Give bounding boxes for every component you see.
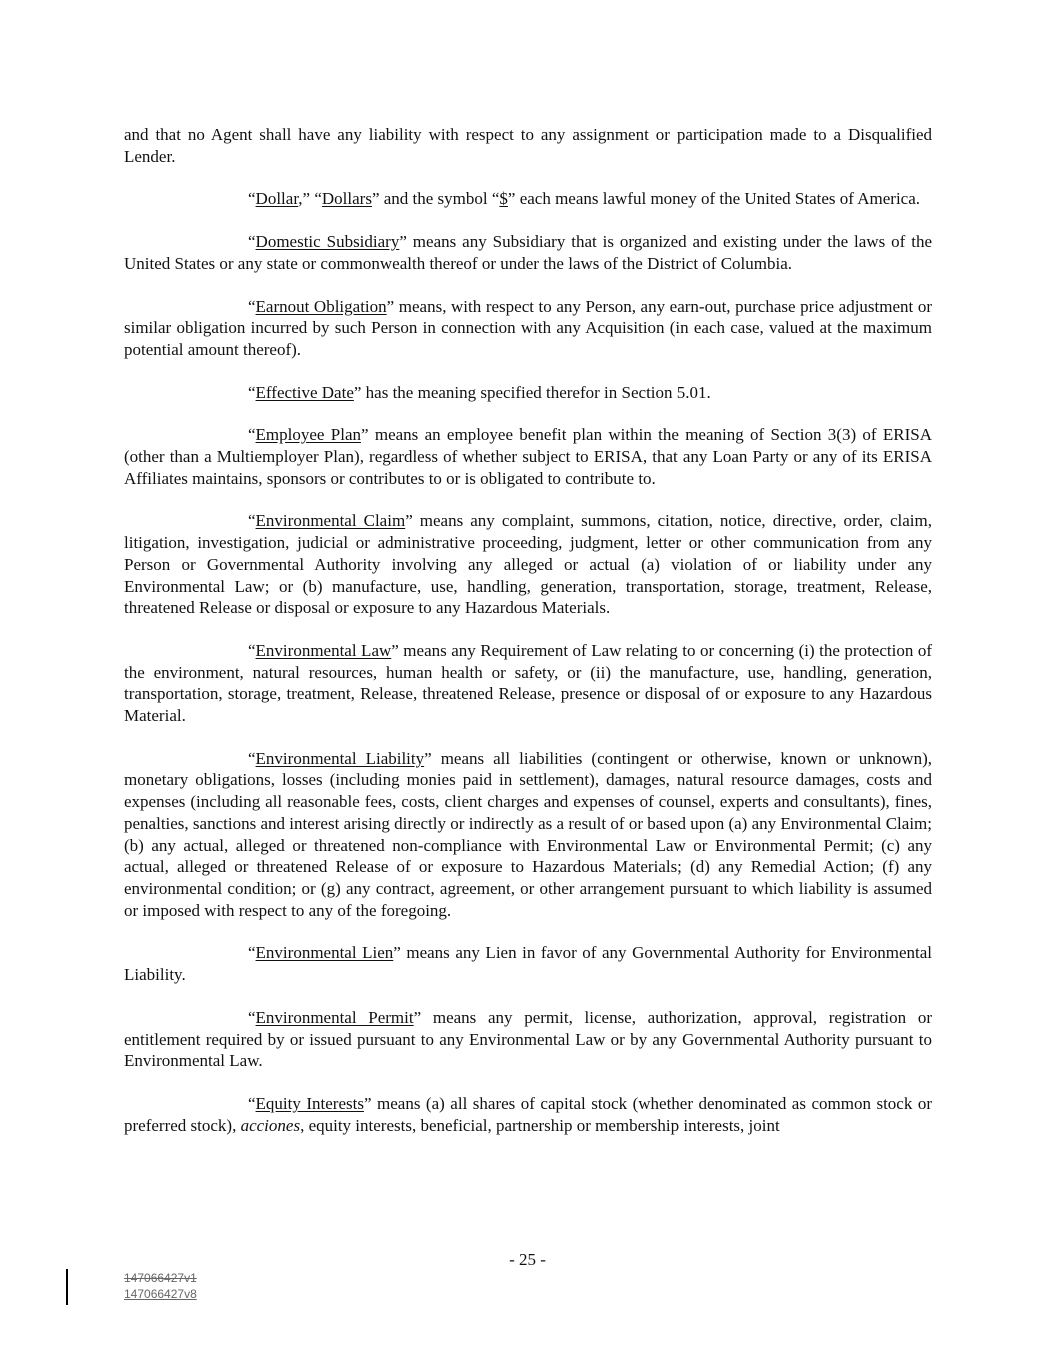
defined-term: Environmental Liability	[255, 748, 425, 768]
defined-term: Environmental Lien	[255, 943, 394, 963]
definition-domestic-subsidiary: “Domestic Subsidiary” means any Subsidiary that is organized and existing under the laws of the United States or any state or commonwealth thereof or under the laws of the District of Columbia.	[124, 232, 932, 273]
defined-term: Dollars	[321, 189, 372, 209]
doc-id-new: 147066427v8	[124, 1287, 197, 1301]
page-number: - 25 -	[509, 1250, 546, 1269]
defined-term: Dollar	[255, 189, 299, 209]
definition-earnout-obligation: “Earnout Obligation” means, with respect to any Person, any earn-out, purchase price adjustment or similar obligation incurred by such Person in connection with any Acquisition (in each case, valued at the maximum potential amount thereof).	[124, 296, 932, 359]
definition-dollar: “Dollar,” “Dollars” and the symbol “$” each means lawful money of the United States of America.	[248, 189, 921, 209]
definition-effective-date: “Effective Date” has the meaning specified therefor in Section 5.01.	[248, 382, 711, 402]
doc-id-old: 147066427v1	[124, 1271, 197, 1285]
defined-term: Environmental Permit	[255, 1007, 414, 1027]
definition-environmental-law: “Environmental Law” means any Requirement of Law relating to or concerning (i) the protection of the environment, natural resources, human health or safety, or (ii) the manufacture, use, handling, generation, transportation, storage, treatment, Release, threatened Release, presence or disposal of or exposure to any Hazardous Material.	[124, 640, 932, 726]
defined-term: Earnout Obligation	[255, 296, 387, 316]
definition-employee-plan: “Employee Plan” means an employee benefit plan within the meaning of Section 3(3) of ERISA (other than a Multiemployer Plan), regardless of whether subject to ERISA, that any Loan Party or any of its ERISA Affiliates maintains, sponsors or contributes to or is obligated to contribute to.	[124, 425, 932, 488]
definition-environmental-permit: “Environmental Permit” means any permit, license, authorization, approval, registration or entitlement required by or issued pursuant to any Environmental Law or by any Governmental Authority pursuant to Environmental Law.	[124, 1007, 933, 1071]
definition-environmental-liability: “Environmental Liability” means all liabilities (contingent or otherwise, known or unknown), monetary obligations, losses (including monies paid in settlement), damages, natural resource damages, costs and expenses (including all reasonable fees, costs, client charges and expenses of counsel, experts and consultants), fines, penalties, sanctions and interest arising directly or indirectly as a result of or based upon (a) any Environmental Claim; (b) any actual, alleged or threatened non-compliance with Environmental Law or Environmental Permit; (c) any actual, alleged or threatened Release of or exposure to Hazardous Materials; (d) any Remedial Action; (f) any environmental condition; or (g) any contract, agreement, or other arrangement pursuant to which liability is assumed or imposed with respect to any of the foregoing.	[124, 748, 932, 920]
defined-term: Effective Date	[255, 382, 354, 402]
defined-term: Environmental Law	[255, 640, 392, 660]
paragraph-continuation: and that no Agent shall have any liability with respect to any assignment or participation made to a Disqualified Lender.	[124, 125, 932, 166]
revision-change-bar	[66, 1269, 68, 1305]
definition-environmental-lien: “Environmental Lien” means any Lien in favor of any Governmental Authority for Environmental Liability.	[124, 943, 932, 985]
defined-term: Equity Interests	[255, 1093, 364, 1113]
definition-environmental-claim: “Environmental Claim” means any complaint, summons, citation, notice, directive, order, claim, litigation, investigation, judicial or administrative proceeding, judgment, letter or other communication from any Person or Governmental Authority involving any alleged or actual (a) violation of or liability under any Environmental Law; or (b) manufacture, use, handling, generation, transportation, storage, treatment, Release, threatened Release or disposal or exposure to any Hazardous Materials.	[124, 511, 932, 618]
definition-equity-interests: “Equity Interests” means (a) all shares of capital stock (whether denominated as common stock or preferred stock), acciones, equity interests, beneficial, partnership or membership interests, joint	[124, 1093, 932, 1135]
italic-term: acciones	[240, 1115, 301, 1135]
defined-term: Employee Plan	[255, 425, 361, 445]
defined-term: Environmental Claim	[255, 511, 406, 531]
document-body	[124, 124, 932, 1157]
defined-term: Domestic Subsidiary	[255, 232, 400, 252]
defined-term: $	[499, 189, 508, 209]
